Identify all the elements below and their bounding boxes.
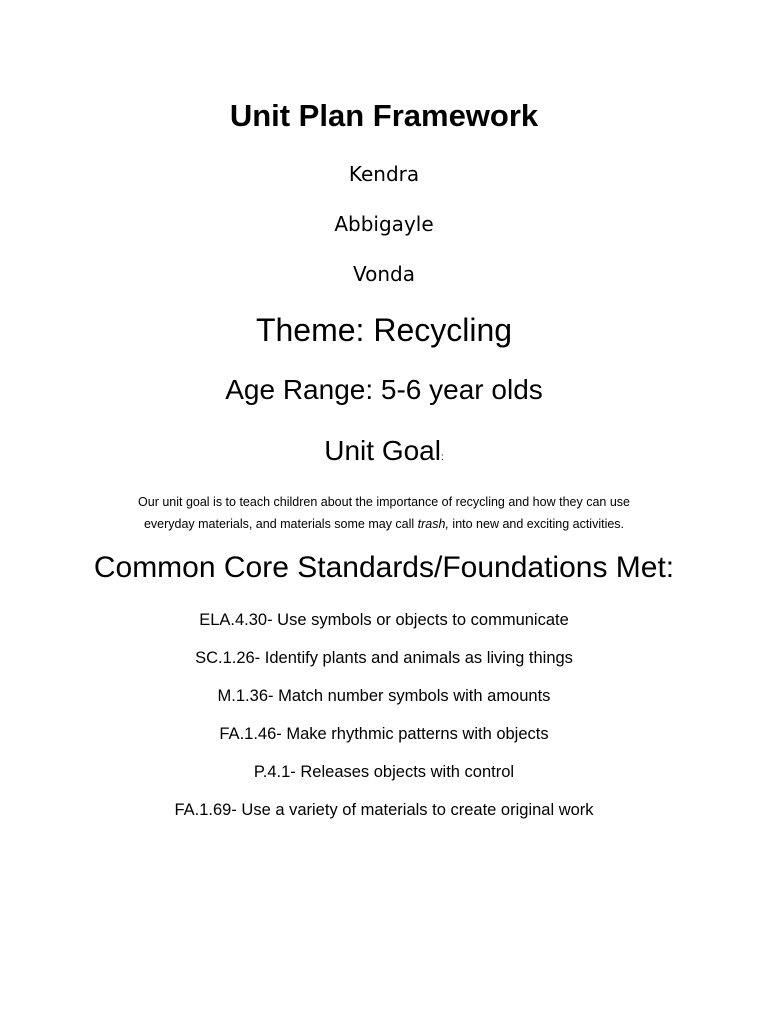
unit-goal-heading	[0, 437, 768, 465]
unit-goal-paragraph	[0, 491, 768, 535]
document-title: Unit Plan Framework	[229, 98, 539, 133]
author-name: Kendra	[348, 162, 420, 186]
unit-goal-emphasis: trash,	[417, 517, 449, 531]
standards-heading: Common Core Standards/Foundations Met:	[93, 551, 675, 584]
unit-goal-text-line-1: Our unit goal is to teach children about the importance of recycling and how they can use	[138, 495, 630, 509]
unit-goal-colon: :	[440, 452, 444, 463]
standard-item: P.4.1- Releases objects with control	[253, 763, 515, 781]
unit-goal-text-line-2: everyday materials, and materials some may call	[143, 517, 418, 531]
theme-heading: Theme: Recycling	[255, 312, 513, 348]
standard-item: FA.1.69- Use a variety of materials to create original work	[174, 801, 594, 819]
standard-item: FA.1.46- Make rhythmic patterns with objects	[219, 725, 549, 743]
standard-item: M.1.36- Match number symbols with amounts	[217, 687, 551, 705]
unit-goal-heading-text: Unit Goal	[324, 435, 441, 466]
author-name: Vonda	[353, 262, 415, 286]
author-name: Abbigayle	[334, 212, 434, 236]
unit-goal-text-line-2-end: into new and exciting activities.	[448, 517, 625, 531]
standard-item: SC.1.26- Identify plants and animals as living things	[195, 649, 573, 667]
standard-item: ELA.4.30- Use symbols or objects to communicate	[199, 611, 569, 629]
age-range-heading: Age Range: 5-6 year olds	[225, 374, 543, 405]
